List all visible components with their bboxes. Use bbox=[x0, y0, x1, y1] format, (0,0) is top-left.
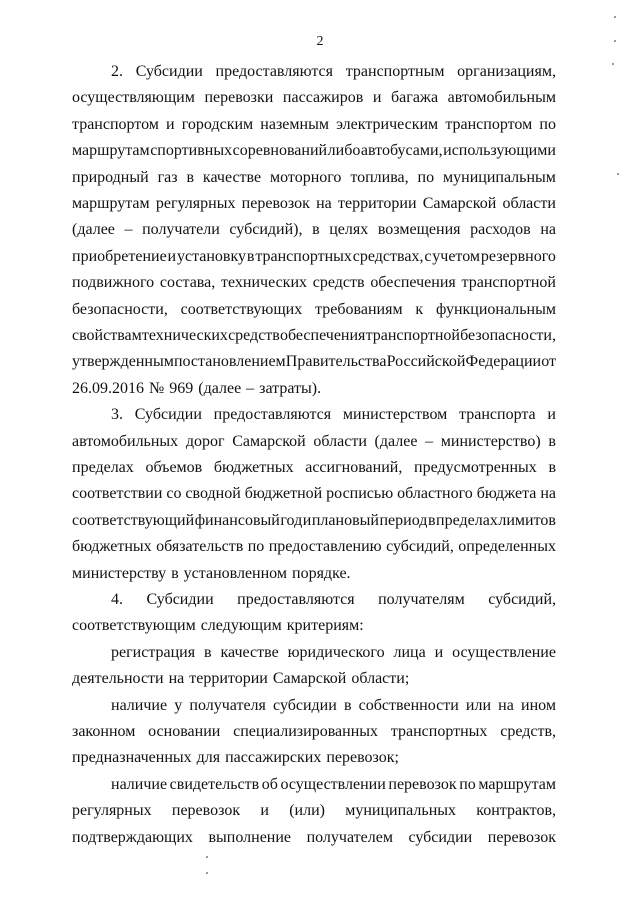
word: (далее bbox=[374, 432, 418, 450]
word: наземным bbox=[260, 115, 329, 133]
word: специализированных bbox=[233, 723, 379, 740]
word: области bbox=[313, 432, 367, 450]
word: для bbox=[196, 749, 221, 767]
text-line bbox=[72, 86, 556, 110]
word: маршрутам bbox=[478, 775, 556, 793]
word: (далее bbox=[72, 221, 115, 239]
word: обеспечения bbox=[279, 327, 366, 344]
word: Самарской bbox=[422, 195, 497, 212]
word: транспортной bbox=[365, 327, 460, 344]
word: (или) bbox=[289, 802, 325, 820]
word: объемов bbox=[145, 459, 203, 476]
word: № bbox=[149, 379, 165, 397]
word: свидетельств bbox=[169, 775, 260, 793]
word: расходов bbox=[470, 221, 531, 239]
text-line bbox=[72, 377, 556, 401]
word: бюджетной bbox=[244, 485, 323, 503]
word: к bbox=[415, 300, 424, 318]
word: регулярных bbox=[155, 195, 236, 212]
word: в bbox=[246, 247, 255, 265]
word: области; bbox=[351, 670, 410, 688]
word: на bbox=[540, 221, 556, 239]
word: перевозок bbox=[171, 802, 241, 820]
word: перевозок bbox=[388, 775, 457, 793]
word: деятельности bbox=[72, 670, 164, 688]
word: в bbox=[312, 221, 320, 239]
word: получатели bbox=[142, 221, 220, 239]
word: установленном bbox=[183, 564, 287, 582]
word: электрическим bbox=[336, 115, 439, 133]
word: возмещения bbox=[377, 221, 461, 239]
word: Субсидии bbox=[134, 406, 202, 424]
word: дорог bbox=[185, 432, 225, 450]
word: состава, bbox=[159, 274, 216, 292]
word: требованиям bbox=[315, 300, 403, 318]
word: пределах bbox=[72, 459, 134, 476]
word: приобретение bbox=[72, 247, 167, 265]
word: соревнований bbox=[232, 142, 328, 160]
word: ассигнований, bbox=[305, 459, 403, 476]
word: субсидий, bbox=[488, 591, 556, 608]
word: – bbox=[425, 432, 434, 450]
word: организациям, bbox=[457, 63, 556, 80]
word: регистрация bbox=[111, 643, 196, 661]
word: транспортным bbox=[345, 63, 445, 80]
word: финансовый bbox=[194, 511, 280, 529]
scan-speck bbox=[617, 173, 619, 175]
word: осуществляющим bbox=[72, 89, 195, 107]
word: функциональным bbox=[436, 300, 556, 318]
word: или bbox=[465, 696, 492, 714]
word: безопасности, bbox=[72, 300, 168, 318]
word: предоставляются bbox=[215, 63, 334, 80]
word: – bbox=[246, 379, 255, 397]
word: об bbox=[261, 775, 278, 793]
word: получателем bbox=[306, 828, 393, 846]
word: пределах bbox=[436, 511, 498, 529]
word: период bbox=[379, 511, 428, 529]
word: на bbox=[316, 195, 332, 212]
word: по bbox=[459, 775, 476, 793]
word: средств bbox=[228, 327, 280, 344]
word: пассажирских bbox=[225, 749, 322, 767]
word: лимитов bbox=[498, 511, 556, 529]
word: законном bbox=[72, 723, 136, 740]
word: подвижного bbox=[72, 274, 155, 292]
word: затраты). bbox=[259, 379, 322, 397]
word: муниципальных bbox=[345, 802, 457, 820]
scan-speck bbox=[206, 872, 208, 874]
word: в bbox=[171, 564, 179, 582]
text-line bbox=[72, 614, 556, 638]
word: по bbox=[247, 538, 265, 556]
text-line bbox=[72, 430, 556, 454]
word: моторного bbox=[270, 168, 342, 186]
word: предназначенных bbox=[72, 749, 192, 767]
word: наличие bbox=[111, 775, 168, 793]
word: субсидии bbox=[273, 696, 337, 714]
word: автобусами, bbox=[360, 142, 443, 160]
word: обязательств bbox=[156, 538, 244, 556]
word: субсидий), bbox=[229, 221, 303, 239]
word: постановлением bbox=[173, 353, 286, 371]
text-line bbox=[72, 271, 556, 295]
text-line bbox=[72, 166, 556, 190]
word: 2. bbox=[111, 63, 123, 80]
word: качестве bbox=[202, 168, 262, 186]
word: предоставляются bbox=[213, 406, 332, 424]
text-line bbox=[72, 218, 556, 242]
word: свойствам bbox=[72, 327, 142, 344]
word: юридического bbox=[287, 643, 385, 661]
word: перевозки bbox=[204, 89, 274, 107]
text-line bbox=[72, 799, 556, 823]
text-line bbox=[72, 535, 556, 559]
word: транспортных bbox=[390, 723, 488, 740]
word: качестве bbox=[220, 643, 279, 661]
text-line bbox=[111, 773, 556, 797]
word: газ bbox=[157, 168, 178, 186]
word: резервного bbox=[480, 247, 556, 265]
scan-speck bbox=[206, 856, 208, 858]
word: транспортной bbox=[461, 274, 556, 292]
text-line bbox=[72, 139, 556, 163]
word: сводной bbox=[185, 485, 241, 503]
word: критериям: bbox=[286, 617, 364, 635]
word: природный bbox=[72, 168, 149, 186]
word: обеспечения bbox=[370, 274, 456, 292]
word: получателя bbox=[189, 696, 266, 714]
word: соответствии bbox=[72, 485, 163, 503]
word: Субсидии bbox=[146, 591, 214, 608]
word: соответствующим bbox=[72, 617, 196, 635]
word: 3. bbox=[111, 406, 123, 424]
scan-speck bbox=[614, 40, 616, 42]
word: 4. bbox=[111, 591, 123, 608]
word: наличие bbox=[111, 696, 168, 714]
word: предоставлению bbox=[268, 538, 382, 556]
word: автомобильным bbox=[447, 89, 556, 107]
word: целях bbox=[329, 221, 369, 239]
word: городским bbox=[181, 115, 254, 133]
text-line bbox=[111, 694, 556, 718]
text-line bbox=[72, 826, 556, 850]
word: от bbox=[541, 353, 556, 371]
word: в bbox=[548, 432, 556, 450]
text-line bbox=[72, 456, 556, 480]
word: министерству bbox=[72, 564, 167, 582]
word: бюджета bbox=[476, 485, 537, 503]
word: выполнение bbox=[208, 828, 292, 846]
text-line bbox=[72, 298, 556, 322]
word: на bbox=[498, 696, 514, 714]
word: перевозок; bbox=[326, 749, 399, 767]
word: пассажиров bbox=[282, 89, 364, 107]
word: средств bbox=[312, 274, 365, 292]
word: транспортом bbox=[72, 115, 159, 133]
word: спортивных bbox=[150, 142, 233, 160]
word: Правительства bbox=[285, 353, 387, 371]
text-line bbox=[72, 245, 556, 269]
word: осуществление bbox=[452, 643, 556, 661]
word: и bbox=[260, 802, 269, 820]
word: и bbox=[167, 247, 177, 265]
word: 26.09.2016 bbox=[72, 379, 144, 397]
word: год bbox=[280, 511, 303, 529]
word: предоставляются bbox=[237, 591, 355, 608]
word: Российской bbox=[386, 353, 466, 371]
word: багажа bbox=[391, 89, 439, 107]
word: у bbox=[174, 696, 183, 714]
word: субсидий, bbox=[386, 538, 454, 556]
word: собственности bbox=[358, 696, 459, 714]
word: технических bbox=[221, 274, 308, 292]
word: контрактов, bbox=[476, 802, 556, 820]
word: средств, bbox=[500, 723, 556, 740]
word: по bbox=[417, 168, 435, 186]
word: технических bbox=[141, 327, 228, 344]
word: территории bbox=[337, 195, 417, 212]
word: 969 bbox=[169, 379, 194, 397]
word: транспортом bbox=[445, 115, 533, 133]
word: перевозок bbox=[487, 828, 556, 846]
word: и bbox=[434, 643, 444, 661]
word: с bbox=[424, 247, 432, 265]
scan-speck bbox=[614, 16, 616, 18]
word: Самарской bbox=[232, 432, 306, 450]
word: и bbox=[302, 511, 312, 529]
text-line bbox=[72, 746, 556, 770]
word: осуществлении bbox=[280, 775, 386, 793]
word: на bbox=[540, 485, 556, 503]
word: либо bbox=[327, 142, 361, 160]
word: – bbox=[124, 221, 133, 239]
text-line bbox=[111, 641, 556, 665]
text-line bbox=[72, 509, 556, 533]
word: маршрутам bbox=[72, 195, 150, 212]
word: министерством bbox=[342, 406, 448, 424]
word: соответствующий bbox=[72, 511, 195, 529]
word: следующим bbox=[200, 617, 282, 635]
word: автомобильных bbox=[72, 432, 179, 450]
word: со bbox=[166, 485, 182, 503]
word: предусмотренных bbox=[414, 459, 537, 476]
word: регулярных bbox=[72, 802, 152, 820]
word: Федерации bbox=[465, 353, 542, 371]
word: бюджетных bbox=[72, 538, 152, 556]
word: учетом bbox=[432, 247, 481, 265]
word: Самарской bbox=[272, 670, 347, 688]
word: установку bbox=[176, 247, 247, 265]
text-line bbox=[111, 588, 556, 612]
word: порядке. bbox=[292, 564, 351, 582]
word: использующими bbox=[443, 142, 556, 160]
text-line bbox=[72, 113, 556, 137]
word: плановый bbox=[311, 511, 379, 529]
word: областного bbox=[397, 485, 473, 503]
word: области bbox=[502, 195, 556, 212]
word: в bbox=[204, 643, 212, 661]
word: и bbox=[547, 406, 556, 424]
text-line bbox=[72, 482, 556, 506]
text-line bbox=[72, 667, 556, 691]
word: топлива, bbox=[350, 168, 409, 186]
text-line bbox=[72, 720, 556, 744]
text-line bbox=[111, 60, 556, 84]
page-number: 2 bbox=[316, 34, 324, 49]
scan-speck bbox=[612, 63, 614, 65]
word: субсидии bbox=[408, 828, 473, 846]
word: росписью bbox=[326, 485, 394, 503]
word: транспорта bbox=[459, 406, 536, 424]
word: на bbox=[168, 670, 185, 688]
text-line bbox=[111, 403, 556, 427]
word: соответствующих bbox=[180, 300, 303, 318]
word: перевозок bbox=[241, 195, 310, 212]
word: маршрутам bbox=[72, 142, 150, 160]
word: ином bbox=[521, 696, 556, 714]
word: подтверждающих bbox=[72, 828, 193, 846]
text-line bbox=[72, 350, 556, 374]
word: (далее bbox=[198, 379, 242, 397]
word: и bbox=[166, 115, 175, 133]
word: основании bbox=[148, 723, 221, 740]
text-line bbox=[72, 324, 556, 348]
word: средствах, bbox=[352, 247, 424, 265]
word: министерство) bbox=[440, 432, 541, 450]
word: лица bbox=[393, 643, 426, 661]
word: в bbox=[548, 459, 556, 476]
word: территории bbox=[189, 670, 268, 688]
word: в bbox=[427, 511, 436, 529]
word: утвержденным bbox=[72, 353, 174, 371]
word: и bbox=[372, 89, 382, 107]
word: определенных bbox=[458, 538, 556, 556]
word: получателям bbox=[378, 591, 465, 608]
text-line bbox=[72, 562, 556, 586]
text-line bbox=[72, 192, 556, 216]
word: в bbox=[186, 168, 195, 186]
word: в bbox=[343, 696, 352, 714]
word: транспортных bbox=[255, 247, 352, 265]
word: Субсидии bbox=[135, 63, 203, 80]
word: муниципальным bbox=[443, 168, 556, 186]
word: по bbox=[539, 115, 556, 133]
word: бюджетных bbox=[213, 459, 294, 476]
word: безопасности, bbox=[460, 327, 556, 344]
